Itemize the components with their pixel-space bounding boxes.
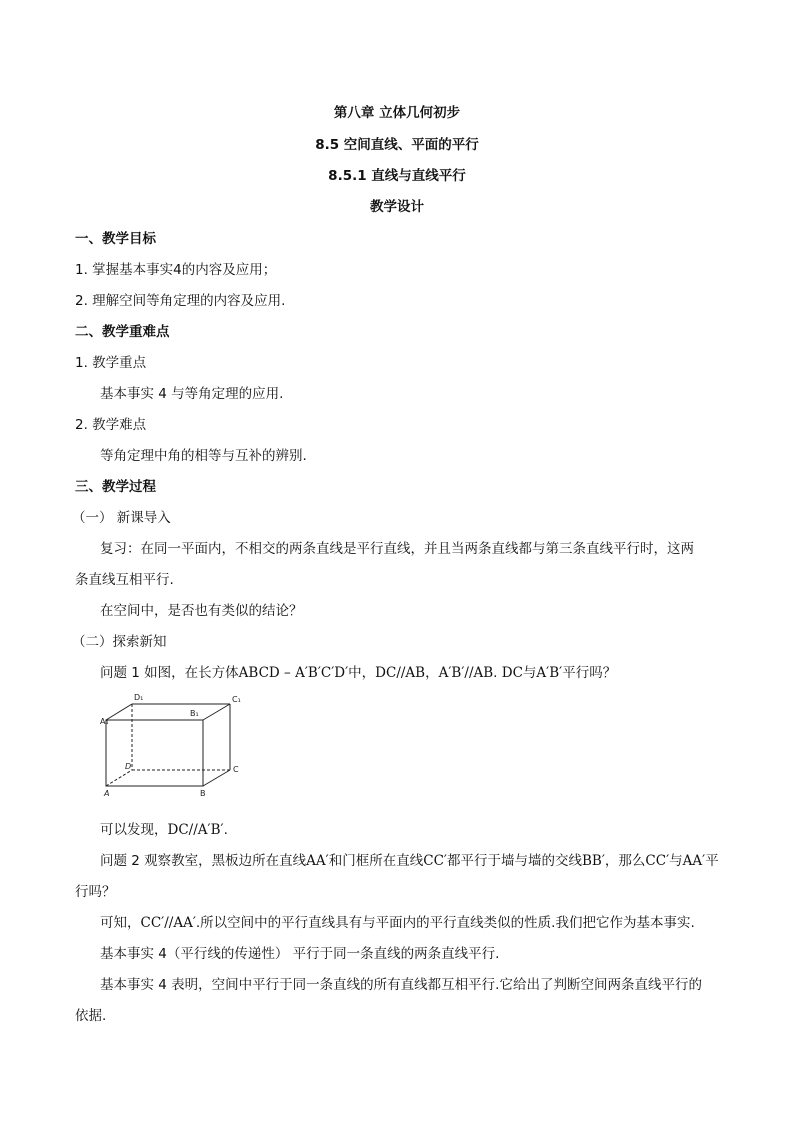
q2-mid3: ，那么	[604, 853, 646, 869]
q1-rel1: DC//AB	[375, 665, 426, 681]
subsection-title: 8.5.1 直线与直线平行	[328, 168, 466, 184]
q2-pre: 问题 2 观察教室，黑板边所在直线	[100, 853, 307, 869]
know-post: .所以空间中的平行直线具有与平面内的平行直线类似的性质.我们把它作为基本事实.	[195, 915, 695, 931]
part-2-heading: （二）探索新知	[72, 634, 167, 650]
key-point-label: 1. 教学重点	[75, 355, 147, 371]
goal-1: 1. 掌握基本事实4的内容及应用；	[75, 262, 277, 278]
label-A: A	[104, 789, 110, 798]
label-B1: B₁	[190, 709, 199, 718]
finding-post: .	[223, 822, 228, 838]
q1-mid: 中，	[348, 665, 376, 681]
fact-4-note-2: 依据.	[75, 1008, 107, 1024]
know-rel: CC′//AA′	[140, 915, 196, 931]
q1-pre: 问题 1 如图，在长方体	[100, 665, 239, 681]
q2-mid4: 与	[669, 853, 683, 869]
heading-process: 三、教学过程	[75, 479, 156, 495]
difficulty-text: 等角定理中角的相等与互补的辨别.	[100, 448, 307, 464]
review-line-1: 复习：在同一平面内，不相交的两条直线是平行直线，并且当两条直线都与第三条直线平行时，这两	[100, 541, 694, 557]
q2-tail: 平	[705, 853, 719, 869]
heading-key-points: 二、教学重难点	[75, 324, 170, 340]
q2-mid1: 和门框所在直线	[328, 853, 424, 869]
doc-title: 教学设计	[370, 199, 424, 215]
label-B: B	[200, 789, 206, 798]
section-title: 8.5 空间直线、平面的平行	[315, 137, 479, 153]
key-point-text: 基本事实 4 与等角定理的应用.	[100, 386, 284, 402]
label-D: D	[125, 762, 132, 771]
question-2-line-2: 行吗？	[75, 884, 116, 900]
q1-sep: ，	[425, 665, 439, 681]
label-C1: C₁	[232, 695, 241, 704]
q2-mid2: 都平行于墙与墙的交线	[446, 853, 582, 869]
q2-l4: CC′	[645, 853, 670, 869]
q2-l1: AA′	[306, 853, 329, 869]
label-C: C	[233, 765, 239, 774]
question-1	[100, 664, 730, 682]
difficulty-label: 2. 教学难点	[75, 417, 147, 433]
q2-l3: BB′	[581, 853, 605, 869]
q1-ask-d: 平行吗？	[562, 665, 617, 681]
q1-rel2: A′B′//AB	[438, 665, 494, 681]
q1-ask-b: 与	[522, 665, 537, 681]
finding-rel: DC//A′B′	[167, 822, 224, 838]
label-D1: D₁	[134, 693, 144, 702]
fact-4-note-1: 基本事实 4 表明，空间中平行于同一条直线的所有直线都互相平行.它给出了判断空间两条直线平行的	[100, 977, 702, 993]
question-2-line-1	[100, 852, 730, 870]
part-1-heading: （一） 新课导入	[72, 510, 171, 526]
q1-ask-c: A′B′	[536, 665, 563, 681]
q1-ask-a: DC	[501, 665, 523, 681]
q2-l5: AA′	[682, 853, 706, 869]
basic-fact-4: 基本事实 4（平行线的传递性） 平行于同一条直线的两条直线平行.	[100, 946, 500, 962]
finding-pre: 可以发现，	[100, 822, 168, 838]
goal-2: 2. 理解空间等角定理的内容及应用.	[75, 293, 286, 309]
heading-goals: 一、教学目标	[75, 231, 156, 247]
finding-line	[100, 821, 730, 839]
q1-solid: ABCD – A′B′C′D′	[238, 665, 349, 681]
know-pre: 可知，	[100, 915, 141, 931]
review-line-2: 条直线互相平行.	[75, 572, 174, 588]
chapter-title: 第八章 立体几何初步	[333, 105, 461, 121]
cuboid-figure	[100, 690, 250, 802]
q1-dot: .	[493, 665, 502, 681]
space-question: 在空间中，是否也有类似的结论？	[100, 603, 303, 619]
know-line	[100, 914, 730, 932]
label-A1: A₁	[100, 717, 109, 726]
q2-l2: CC′	[423, 853, 447, 869]
